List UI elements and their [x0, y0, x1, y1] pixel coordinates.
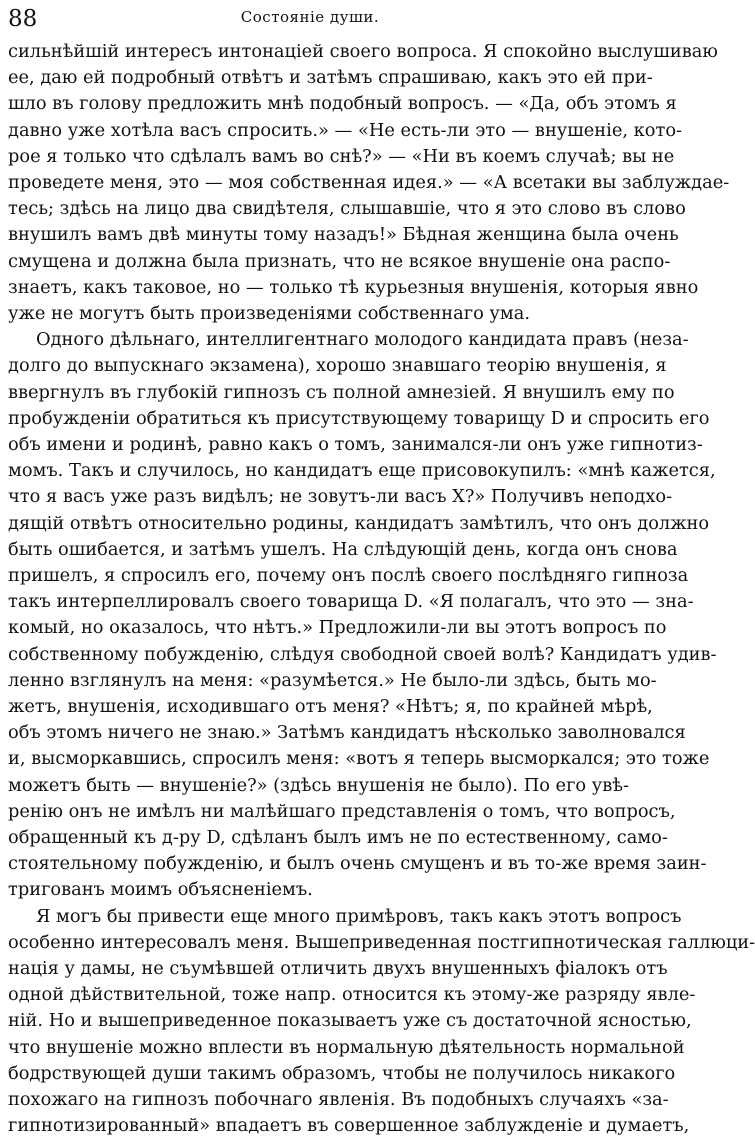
text-line: обращенный къ д-ру D, сдѣланъ былъ имъ не по естественному, само-: [8, 827, 668, 848]
text-line: что внушенiе можно вплести въ нормальную дѣятельность нормальной: [8, 1036, 685, 1058]
text-line: долго до выпускнаго экзамена), хорошо знавшаго теорiю внушенiя, я: [8, 355, 667, 377]
text-line: стоятельному побужденiю, и былъ очень смущенъ и въ то-же время заин-: [8, 853, 707, 875]
text-line: шло въ голову предложить мнѣ подобный вопросъ. — «Да, объ этомъ я: [8, 93, 677, 115]
text-line: нiй. Но и вышеприведенное показываетъ уже съ достаточной ясностью,: [8, 1010, 692, 1032]
text-line: внушилъ вамъ двѣ минуты тому назадъ!» Бѣдная женщина была очень: [8, 224, 679, 246]
text-line: объ имени и родинѣ, равно какъ о томъ, занимался-ли онъ уже гипнотиз-: [8, 434, 703, 455]
text-line: смущена и должна была признать, что не всякое внушенiе она распо-: [8, 250, 671, 272]
text-line: бодрствующей души такимъ образомъ, чтобы не получилось никакого: [8, 1062, 676, 1084]
text-line: сильнѣйшiй интересъ интонацiей своего вопроса. Я спокойно выслушиваю: [8, 41, 718, 62]
text-line: гипнотизированный» впадаетъ въ совершенное заблужденiе и думаетъ,: [8, 1115, 690, 1137]
text-line: и, высморкавшись, спросилъ меня: «вотъ я теперь высморкался; это тоже: [8, 748, 710, 770]
text-line: нацiя у дамы, не съумѣвшей отличить двухъ внушенныхъ фiалокъ отъ: [8, 958, 668, 979]
text-line: знаетъ, какъ таковое, но — только тѣ курьезныя внушенiя, которыя явно: [8, 276, 699, 298]
text-line: пробужденiи обратиться къ присутствующему товарищу D и спросить его: [8, 407, 710, 429]
text-line: такъ интерпеллировалъ своего товарища D. «Я полагалъ, что это — зна-: [8, 591, 694, 613]
text-line: проведете меня, это — моя собственная идея.» — «А всетаки вы заблуждае-: [8, 172, 730, 193]
running-head: Состоянiе души.: [240, 8, 380, 26]
text-line: тесь; здѣсь на лицо два свидѣтеля, слышавшiе, что я это слово въ слово: [8, 198, 686, 220]
text-line: особенно интересовалъ меня. Вышеприведенная постгипнотическая галлюци-: [8, 931, 755, 953]
text-line: пришелъ, я спросилъ его, почему онъ послѣ своего послѣдняго гипноза: [8, 565, 689, 586]
text-line: объ этомъ ничего не знаю.» Затѣмъ кандидатъ нѣсколько заволновался: [8, 722, 686, 744]
text-line: одной дѣйствительной, тоже напр. относится къ этому-же разряду явле-: [8, 984, 696, 1006]
page-header: [8, 4, 612, 36]
text-line: рое я только что сдѣлалъ вамъ во снѣ?» — «Ни въ коемъ случаѣ; вы не: [8, 145, 675, 167]
text-line: ренiю онъ не имѣлъ ни малѣйшаго представленiя о томъ, что вопросъ,: [8, 800, 676, 822]
text-line: Одного дѣльнаго, интеллигентнаго молодого кандидата правъ (неза-: [36, 329, 689, 351]
text-line: быть ошибается, и затѣмъ ушелъ. На слѣдующiй день, когда онъ снова: [8, 538, 678, 560]
text-line: комый, но оказалось, что нѣтъ.» Предложили-ли вы этотъ вопросъ по: [8, 617, 667, 639]
text-line: можетъ быть — внушенiе?» (здѣсь внушенiя не было). По его увѣ-: [8, 774, 629, 796]
text-line: уже не могутъ быть произведенiями собственнаго ума.: [8, 303, 530, 324]
text-line: ввергнулъ въ глубокiй гипнозъ съ полной амнезiей. Я внушилъ ему по: [8, 381, 675, 403]
text-line: тригованъ моимъ объясненiемъ.: [8, 879, 313, 901]
text-line: жетъ, внушенiя, исходившаго отъ меня? «Нѣтъ; я, по крайней мѣрѣ,: [8, 696, 653, 717]
text-line: что я васъ уже разъ видѣлъ; не зовутъ-ли васъ Х?» Получивъ неподхо-: [8, 486, 673, 508]
text-line: собственному побужденiю, слѣдуя свободной своей волѣ? Кандидатъ удив-: [8, 643, 717, 665]
text-line: дящiй отвѣтъ относительно родины, кандидатъ замѣтилъ, что онъ должно: [8, 512, 710, 534]
page-number: 88: [8, 6, 38, 32]
text-line: давно уже хотѣла васъ спросить.» — «Не есть-ли это — внушенiе, кото-: [8, 119, 683, 141]
text-line: Я могъ бы привести еще много примѣровъ, такъ какъ этотъ вопросъ: [36, 905, 682, 927]
text-line: момъ. Такъ и случилось, но кандидатъ еще присовокупилъ: «мнѣ кажется,: [8, 460, 716, 482]
text-line: ее, даю ей подробный отвѣтъ и затѣмъ спрашиваю, какъ это ей при-: [8, 67, 653, 89]
text-line: ленно взглянулъ на меня: «разумѣется.» Не было-ли здѣсь, быть мо-: [8, 669, 657, 691]
text-line: похожаго на гипнозъ побочнаго явленiя. Въ подобныхъ случаяхъ «за-: [8, 1089, 669, 1110]
